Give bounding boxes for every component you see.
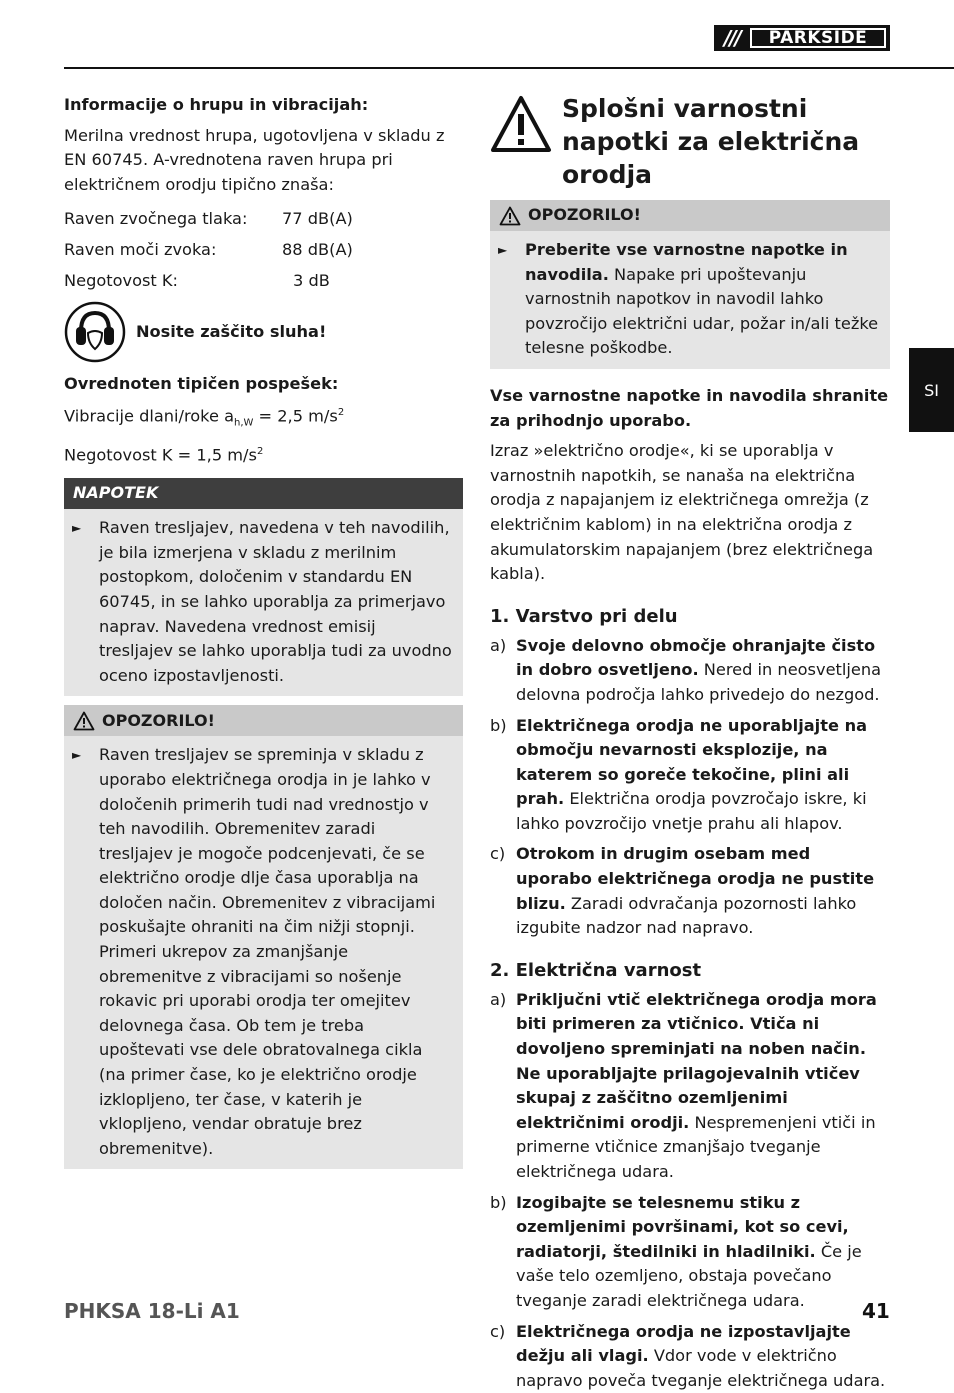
- accel-sup-2: 2: [256, 446, 264, 458]
- item-bold: Električnega orodja ne uporabljajte na območju nevarnosti eksplozije, na katerem so goreče tekočine, plini ali prah.: [516, 715, 868, 809]
- section-2-list: [490, 988, 890, 1393]
- item-bold: Izogibajte se telesnemu stiku z ozemljenimi površinami, kot so cevi, radiatorji, štedilniki in hladilniki.: [516, 1192, 849, 1261]
- accel-line-2-text: Negotovost K = 1,5 m/s: [64, 445, 257, 465]
- warning-icon: [499, 206, 521, 226]
- row-value: 77 dB(A): [282, 208, 353, 228]
- warning-box-left: [64, 705, 463, 1169]
- list-item: [498, 238, 880, 361]
- arrow-icon: ►: [72, 521, 82, 536]
- item-label: a): [490, 989, 507, 1009]
- warning-text: Raven tresljajev se spreminja v skladu z uporabo električnega orodja in je lahko v določenih primerih tudi nad vrednostjo v teh navodilih. Obremenitev zaradi tresljajev je mogoče podcenjevati, če se električno orodje dlje časa uporablja na določen način. Obremenitev z vibracijami poskušajte ohraniti na čim nižji stopnji. Primeri ukrepov za zmanjšanje obremenitve z vibracijami so nošenje rokavic pri uporabi orodja ter omejitev delovnega časa. Ob tem je treba upoštevati vse dele obratovalnega cikla (na primer čase, ko je električno orodje izklopljeno, ter čase, v katerih je vklopljeno, vendar obratuje brez obremenitve).: [99, 745, 436, 1158]
- header-rule: [64, 67, 954, 69]
- logo-stripes: ///: [724, 26, 740, 50]
- footer-model: PHKSA 18-Li A1: [64, 1299, 240, 1323]
- item-text: Električna orodja povzročajo iskre, ki lahko povzročijo vnetje prahu ali hlapov.: [516, 789, 867, 833]
- hearing-text: Nosite zaščito sluha!: [136, 322, 327, 342]
- accel-line-1: [64, 401, 463, 436]
- warning-body: [490, 231, 890, 369]
- page-title: Splošni varnostni napotki za električna orodja: [562, 94, 860, 189]
- section-2-title: 2. Električna varnost: [490, 959, 702, 981]
- keep-instructions: Vse varnostne napotke in navodila shranite za prihodnjo uporabo.: [490, 385, 889, 430]
- list-item: [490, 988, 890, 1185]
- noise-table: [64, 203, 463, 296]
- warning-text: [525, 238, 880, 361]
- warning-title: OPOZORILO!: [528, 205, 641, 225]
- note-title: NAPOTEK: [64, 478, 463, 509]
- note-text: Raven tresljajev, navedena v teh navodilih, je bila izmerjena v skladu z merilnim postopkom, določenim v standardu EN 60745, in se lahko uporablja za primerjavo naprav. Navedena vrednost emisij tresljajev se lahko uporablja tudi za uvodno oceno izpostavljenosti.: [99, 518, 452, 685]
- page-number: 41: [862, 1299, 890, 1323]
- item-text: Vdor vode v električno napravo poveča tveganje električnega udara.: [516, 1346, 886, 1390]
- row-value: 3 dB: [293, 270, 330, 290]
- item-bold-2: Ne uporabljajte prilagojevalnih vtičev skupaj z zaščitno ozemljenimi električnimi orodji.: [516, 1063, 860, 1132]
- note-body: [64, 509, 463, 696]
- list-item: [490, 714, 890, 837]
- intro-text: Izraz »električno orodje«, ki se uporablja v varnostnih napotkih, se nanaša na električna orodja z napajanjem iz električnega omrežja (z električnim kablom) in na električna orodja z akumulatorskim napajanjem (brez električnega kabla).: [490, 441, 874, 584]
- item-label: c): [490, 844, 506, 864]
- left-column: [64, 93, 463, 1169]
- noise-text: Merilna vrednost hrupa, ugotovljena v skladu z EN 60745. A-vrednotena raven hrupa pri električnem orodju tipično znaša:: [64, 125, 445, 194]
- list-item: [490, 1191, 890, 1314]
- warning-body: [64, 736, 463, 1169]
- item-bold: Električnega orodja ne izpostavljajte dežju ali vlagi.: [516, 1321, 851, 1366]
- row-value: 88 dB(A): [282, 239, 353, 259]
- warning-header: [490, 200, 890, 231]
- section-heading: [490, 92, 890, 191]
- warning-icon: [73, 711, 95, 731]
- note-box: [64, 478, 463, 696]
- table-row: [64, 265, 463, 296]
- logo-text: PARKSIDE: [750, 28, 886, 48]
- section-1-list: [490, 634, 890, 941]
- parkside-logo: [714, 25, 890, 51]
- warning-bold: Preberite vse varnostne napotke in navodila.: [525, 240, 848, 284]
- item-bold: Priključni vtič električnega orodja mora biti primeren za vtičnico. Vtiča ni dovoljeno spreminjati na noben način.: [516, 989, 877, 1059]
- accel-line-2: [64, 440, 463, 468]
- section-1-title: 1. Varstvo pri delu: [490, 605, 678, 627]
- warning-box-right: [490, 200, 890, 369]
- accel-pre: Vibracije dlani/roke a: [64, 406, 234, 426]
- list-item: [72, 516, 453, 688]
- item-bold: Otrokom in drugim osebam med uporabo električnega orodja ne pustite blizu.: [516, 844, 875, 913]
- language-tab: SI: [909, 348, 954, 432]
- item-bold: Svoje delovno območje ohranjajte čisto in dobro osvetljeno.: [516, 635, 876, 680]
- accel-post: = 2,5 m/s: [253, 406, 338, 426]
- row-label: Negotovost K:: [64, 270, 178, 290]
- list-item: [490, 842, 890, 940]
- warning-icon: [490, 95, 552, 153]
- row-label: Raven moči zvoka:: [64, 239, 217, 259]
- warning-header: [64, 705, 463, 736]
- list-item: [490, 1320, 890, 1393]
- accel-title: Ovrednoten tipičen pospešek:: [64, 374, 339, 394]
- item-text: Zaradi odvračanja pozornosti lahko izgubite nadzor nad napravo.: [516, 893, 857, 938]
- table-row: [64, 203, 463, 234]
- item-text: Nered in neosvetljena delovna področja lahko privedejo do nezgod.: [516, 660, 882, 704]
- warning-normal: Napake pri upoštevanju varnostnih napotkov in navodil lahko povzročijo električni udar, požar in/ali težke telesne poškodbe.: [525, 264, 879, 358]
- noise-title: Informacije o hrupu in vibracijah:: [64, 95, 369, 114]
- accel-sub: h,W: [234, 417, 254, 429]
- item-text: Nespremenjeni vtiči in primerne vtičnice zmanjšajo tveganje električnega udara.: [516, 1112, 876, 1181]
- item-label: a): [490, 635, 507, 655]
- item-label: b): [490, 715, 507, 735]
- right-column: [490, 92, 890, 1393]
- item-label: c): [490, 1321, 506, 1341]
- arrow-icon: ►: [498, 243, 508, 257]
- row-label: Raven zvočnega tlaka:: [64, 208, 248, 228]
- item-label: b): [490, 1192, 507, 1212]
- hearing-notice: [64, 300, 463, 364]
- warning-title: OPOZORILO!: [102, 710, 215, 730]
- ear-protection-icon: [64, 301, 126, 363]
- accel-sup: 2: [337, 406, 345, 418]
- list-item: [72, 743, 453, 1161]
- table-row: [64, 234, 463, 265]
- list-item: [490, 634, 890, 708]
- arrow-icon: ►: [72, 748, 82, 763]
- item-text: Če je vaše telo ozemljeno, obstaja povečano tveganje zaradi električnega udara.: [516, 1241, 862, 1310]
